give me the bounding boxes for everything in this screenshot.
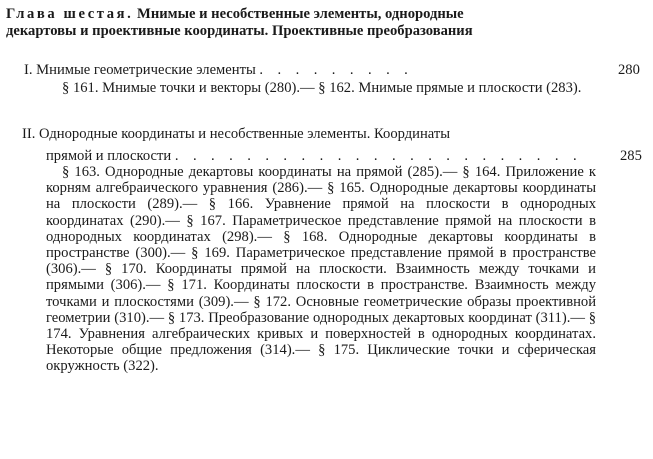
subsection-list: § 163. Однородные декартовы координаты на прямой (285).— § 164. Приложение к корням алгебраического уравнения (286).— § 165. Однородные декартовы координаты на плоскости (289).— § 166. Уравнение прямой на плоскости в однородных координатах (290).— § 167. Параметрическое представление прямой на плоскости в однородных координатах (298).— § 168. Однородные декартовы координаты в пространстве (300).— § 169. Параметрическое представление прямой в пространстве (306).— § 170. Координаты прямой на плоскости. Взаимность между точками и прямыми (306).— § 171. Координаты плоскости в пространстве. Взаимность между точками и плоскостями (309).— § 172. Основные геометрические образы проективной геометрии (310).— § 173. Преобразование однородных декартовых координат (311).— § 174. Уравнения алгебраических кривых и поверхностей в однородных координатах. Некоторые общие предложения (314).— § 175. Циклические точки и сферическая окружность (322). (46, 164, 596, 375)
chapter-title-part2: декартовы и проективные координаты. Проективные преобразования (6, 23, 473, 39)
toc-entry-1 (24, 62, 413, 78)
page-number: 280 (618, 62, 640, 78)
section-title: Мнимые геометрические элементы (36, 62, 256, 78)
leader-dots: . . . . . . . . . . . . . . . . . . . . . . . (174, 148, 583, 164)
section-title-cont: прямой и плоскости (46, 148, 172, 164)
leader-dots: . . . . . . . . . (259, 62, 414, 78)
subsection-list: § 161. Мнимые точки и векторы (280).— § 162. Мнимые прямые и плоскости (283). (62, 80, 582, 96)
toc-entry-2 (22, 126, 450, 142)
section-numeral: II. (22, 126, 36, 142)
toc-entry-2-cont (46, 148, 582, 164)
chapter-heading (6, 6, 646, 40)
page-number: 285 (620, 148, 642, 164)
section-numeral: I. (24, 62, 33, 78)
section-title: Однородные координаты и несобственные элементы. Координаты (39, 126, 451, 142)
chapter-title-part1: Мнимые и несобственные элементы, однородные (137, 6, 464, 22)
chapter-label: Глава шестая. (6, 6, 134, 22)
